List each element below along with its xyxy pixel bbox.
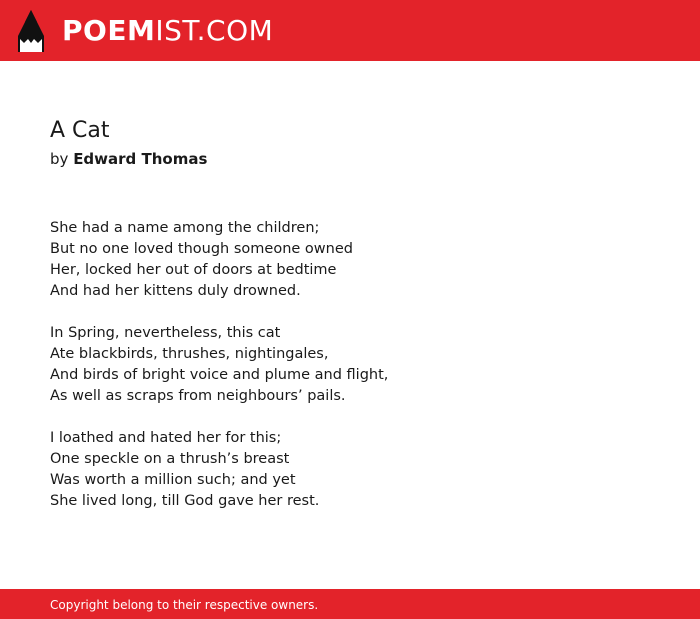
copyright-notice: Copyright belong to their respective owners. bbox=[50, 598, 319, 612]
stanza bbox=[50, 323, 650, 407]
poem-body bbox=[50, 218, 650, 533]
poem-line: Was worth a million such; and yet bbox=[50, 472, 296, 488]
poem-line: In Spring, nevertheless, this cat bbox=[50, 325, 281, 341]
poem-line: Her, locked her out of doors at bedtime bbox=[50, 262, 337, 278]
logo-wordmark-bold: POEM bbox=[62, 14, 156, 47]
stanza bbox=[50, 218, 650, 302]
logo-wordmark bbox=[62, 10, 273, 52]
byline-prefix: by bbox=[50, 150, 69, 168]
logo-wordmark-light: IST.COM bbox=[155, 14, 274, 47]
poem-line: I loathed and hated her for this; bbox=[50, 430, 282, 446]
site-logo[interactable] bbox=[18, 10, 273, 52]
poem-title: A Cat bbox=[50, 118, 110, 143]
stanza bbox=[50, 428, 650, 512]
pencil-tip-icon bbox=[18, 10, 44, 52]
poem-line: She lived long, till God gave her rest. bbox=[50, 493, 320, 509]
poem-line: And birds of bright voice and plume and flight, bbox=[50, 367, 389, 383]
poem-line: She had a name among the children; bbox=[50, 220, 320, 236]
poem-line: As well as scraps from neighbours’ pails. bbox=[50, 388, 346, 404]
poem-line: And had her kittens duly drowned. bbox=[50, 283, 301, 299]
poem-byline bbox=[50, 148, 207, 170]
poem-line: One speckle on a thrush’s breast bbox=[50, 451, 290, 467]
poem-author: Edward Thomas bbox=[73, 150, 208, 168]
poem-line: Ate blackbirds, thrushes, nightingales, bbox=[50, 346, 329, 362]
site-footer bbox=[0, 589, 700, 619]
poem-line: But no one loved though someone owned bbox=[50, 241, 353, 257]
site-header bbox=[0, 0, 700, 61]
